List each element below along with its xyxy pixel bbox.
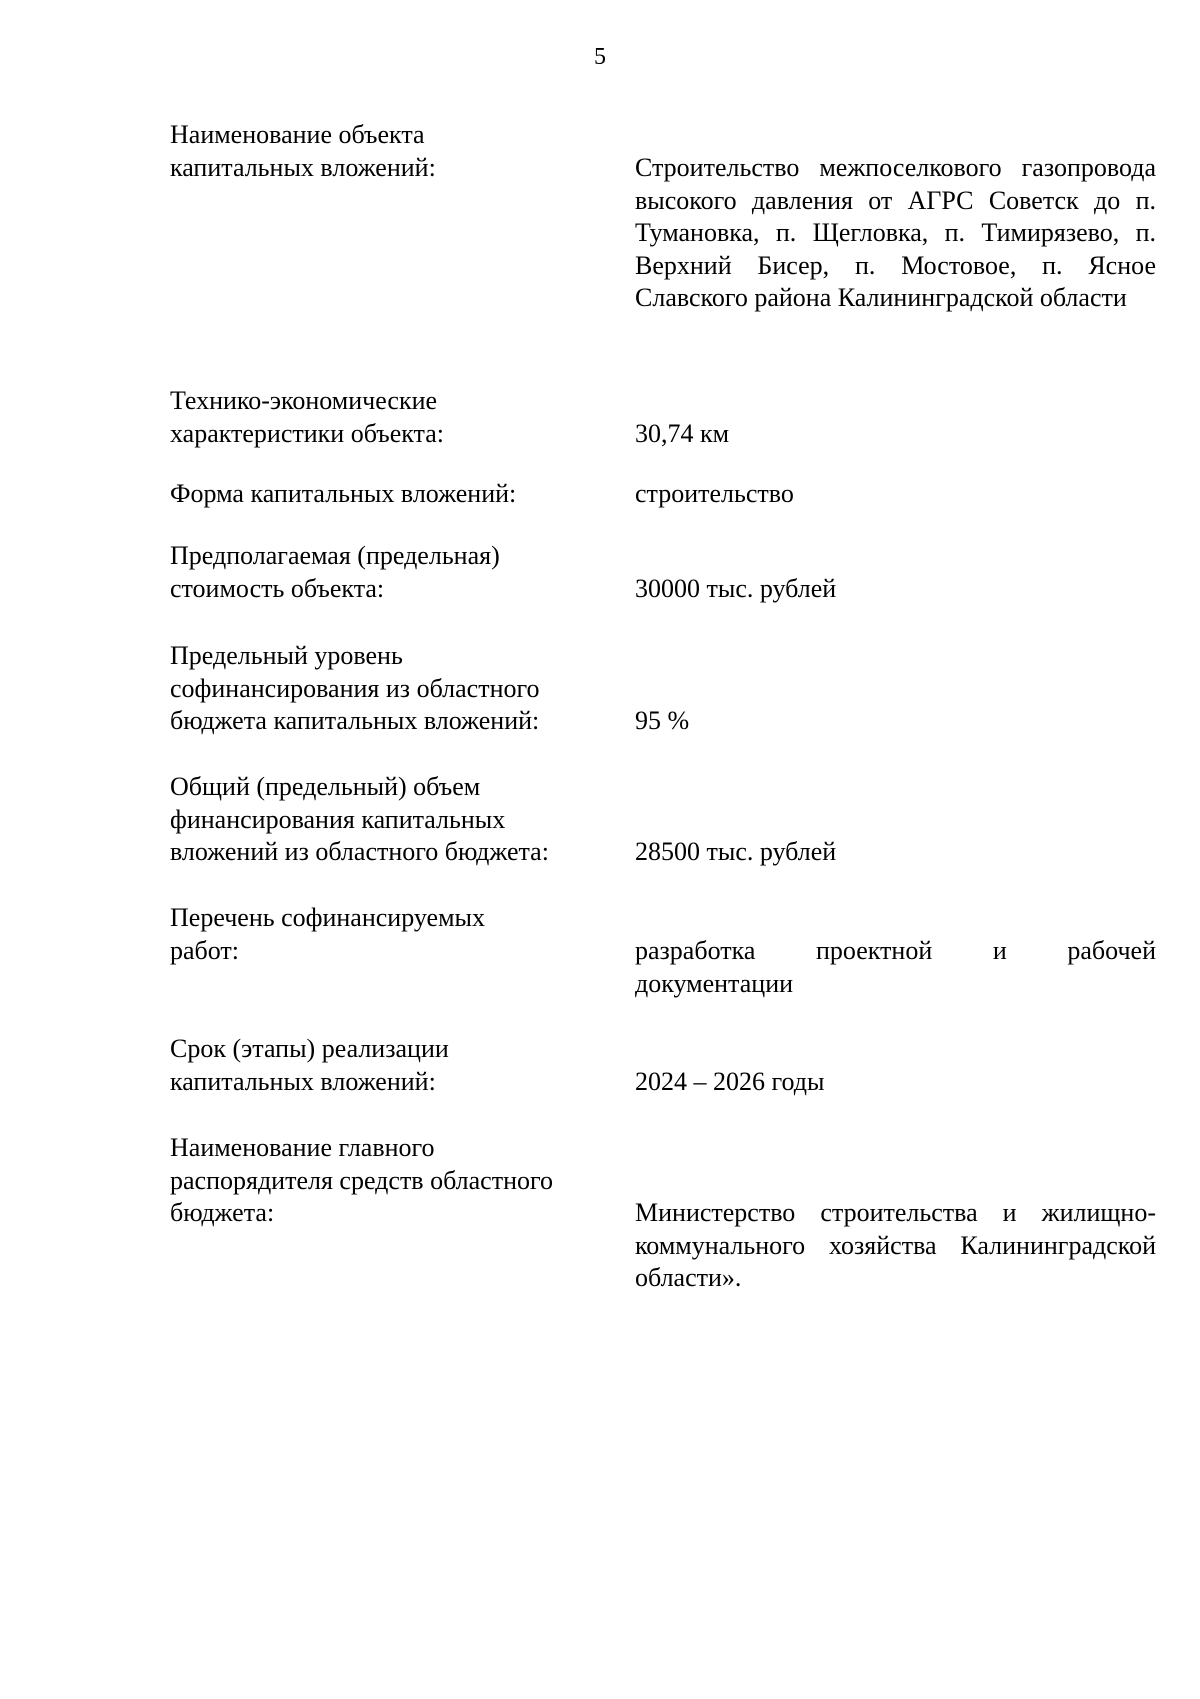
field-label: Наименование объекта капитальных вложений: <box>170 120 436 182</box>
field-value: 30,74 км <box>635 419 730 448</box>
field-label: Наименование главного распорядителя средств областного бюджета: <box>170 1133 554 1227</box>
field-value: разработка проектной и рабочей документации <box>635 936 1156 998</box>
field-value: Министерство строительства и жилищно-коммунального хозяйства Калининградской области». <box>635 1198 1156 1292</box>
field-value: 2024 – 2026 годы <box>635 1067 825 1096</box>
page-number: 5 <box>594 44 606 70</box>
field-label: Общий (предельный) объем финансирования капитальных вложений из областного бюджета: <box>170 772 549 866</box>
field-value: 95 % <box>635 706 690 735</box>
field-value: 28500 тыс. рублей <box>635 837 837 866</box>
field-label: Перечень софинансируемых работ: <box>170 903 485 965</box>
field-label: Предполагаемая (предельная) стоимость объекта: <box>170 541 500 603</box>
field-value: строительство <box>635 479 794 508</box>
field-label: Предельный уровень софинансирования из областного бюджета капитальных вложений: <box>170 641 540 735</box>
field-value: Строительство межпоселкового газопровода высокого давления от АГРС Советск до п. Тумановка, п. Щегловка, п. Тимирязево, п. Верхний Бисер, п. Мостовое, п. Ясное Славского района Калининградской области <box>635 153 1156 312</box>
field-label: Форма капитальных вложений: <box>170 479 517 508</box>
field-value: 30000 тыс. рублей <box>635 574 837 603</box>
field-label: Срок (этапы) реализации капитальных вложений: <box>170 1034 449 1096</box>
field-label: Технико-экономические характеристики объекта: <box>170 386 445 448</box>
